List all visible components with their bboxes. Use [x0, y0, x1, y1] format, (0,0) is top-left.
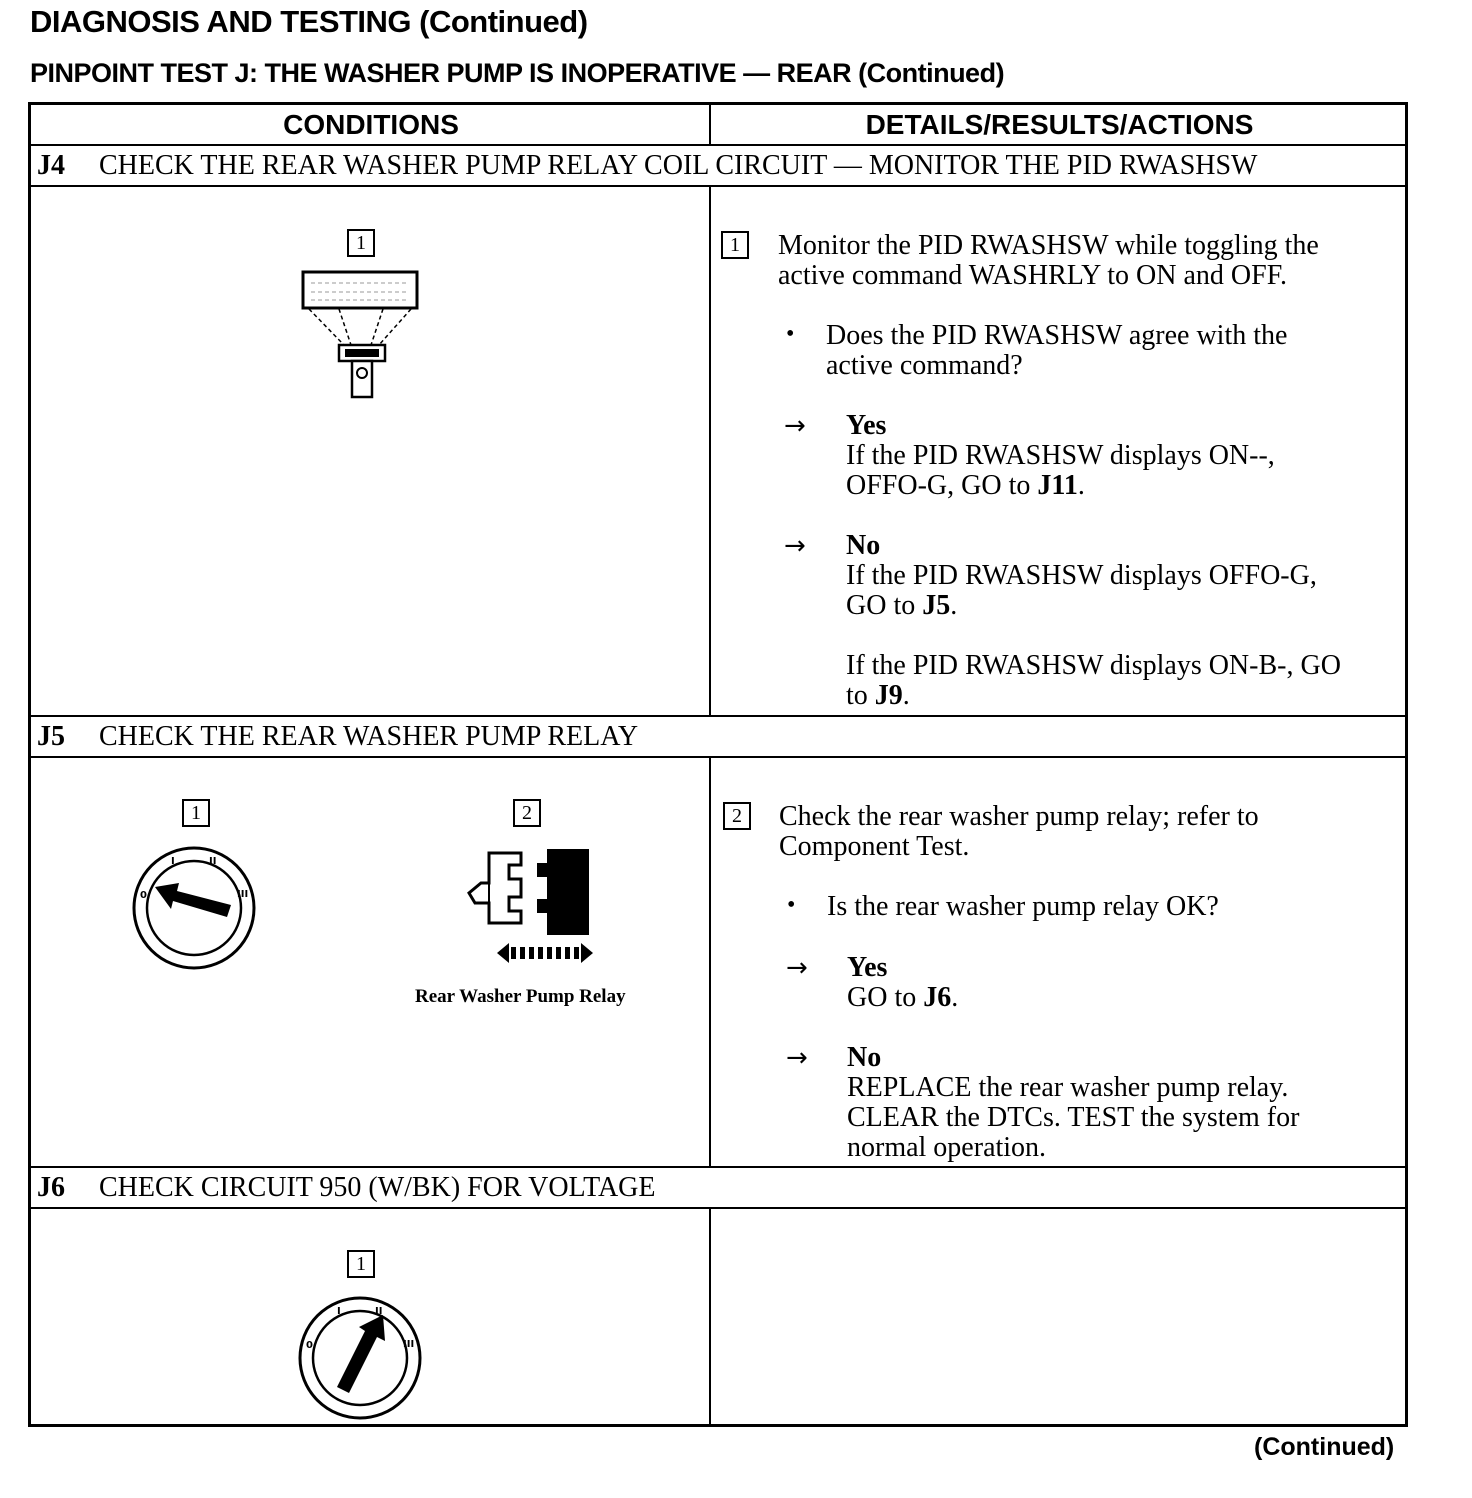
svg-text:I: I: [337, 1306, 341, 1317]
svg-text:II: II: [375, 1306, 383, 1317]
step-number: 2: [723, 802, 751, 830]
text-line: Does the PID RWASHSW agree with the: [826, 320, 1288, 351]
ignition-switch-off-icon: [131, 845, 257, 971]
column-divider: [709, 105, 711, 146]
text-line: OFFO-G, GO to: [846, 470, 1038, 501]
no-result: No If the PID RWASHSW displays OFFO-G, GO to J5. If the PID RWASHSW displays ON-B-, GO to J9.: [846, 530, 1341, 711]
step-header-j5: [37, 717, 638, 757]
svg-text:I: I: [171, 856, 175, 867]
ignition-switch-run-icon: [297, 1295, 423, 1421]
text-line: REPLACE the rear washer pump relay.: [847, 1072, 1289, 1103]
arrow-icon: →: [786, 953, 808, 983]
page-title: DIAGNOSIS AND TESTING (Continued): [30, 4, 588, 39]
column-divider: [709, 1207, 711, 1427]
text-line: If the PID RWASHSW displays OFFO-G,: [846, 560, 1317, 591]
arrow-icon: →: [784, 531, 806, 561]
text-line: Monitor the PID RWASHSW while toggling the: [778, 230, 1319, 261]
bullet: •: [787, 892, 796, 918]
text-line: GO to: [846, 590, 923, 621]
pinpoint-test-table: [28, 102, 1408, 1427]
text-line: active command WASHRLY to ON and OFF.: [778, 260, 1288, 291]
figure-label: 1: [347, 229, 375, 257]
yes-result: Yes If the PID RWASHSW displays ON--, OFFO-G, GO to J11.: [846, 410, 1275, 501]
step-title: CHECK CIRCUIT 950 (W/BK) FOR VOLTAGE: [99, 1172, 656, 1203]
text-line: If the PID RWASHSW displays ON--,: [846, 440, 1275, 471]
no-label: No: [846, 530, 881, 561]
column-header-conditions: CONDITIONS: [283, 109, 459, 140]
instruction-text: [778, 231, 1319, 291]
arrow-icon: →: [786, 1043, 808, 1073]
text-line: GO to: [847, 982, 924, 1013]
question-text: Is the rear washer pump relay OK?: [827, 891, 1219, 922]
column-header-details: DETAILS/RESULTS/ACTIONS: [865, 109, 1254, 140]
svg-text:0: 0: [306, 1340, 313, 1351]
arrow-icon: →: [784, 411, 806, 441]
step-id: J4: [37, 150, 65, 181]
goto-link[interactable]: J6: [923, 982, 952, 1013]
continued-label: (Continued): [1254, 1433, 1395, 1461]
figure-label: 1: [182, 799, 210, 827]
figure-label: 2: [513, 799, 541, 827]
step-title: CHECK THE REAR WASHER PUMP RELAY COIL CIRCUIT — MONITOR THE PID RWASHSW: [99, 150, 1258, 181]
step-number: 1: [721, 231, 749, 259]
column-divider: [709, 756, 711, 1168]
text-line: to: [846, 680, 875, 711]
no-result: [847, 1043, 1299, 1163]
step-header-j4: [37, 146, 1258, 186]
text-line: CLEAR the DTCs. TEST the system for: [847, 1102, 1300, 1133]
instruction-text: [779, 802, 1259, 862]
yes-label: Yes: [847, 952, 888, 983]
figure-label: 1: [347, 1250, 375, 1278]
yes-result: Yes GO to J6.: [847, 952, 959, 1013]
text-line: Component Test.: [779, 831, 970, 862]
svg-text:III: III: [403, 1339, 415, 1350]
bullet: •: [786, 321, 795, 347]
goto-link[interactable]: J5: [922, 590, 951, 621]
yes-label: Yes: [846, 410, 887, 441]
text-line: normal operation.: [847, 1132, 1047, 1163]
goto-link[interactable]: J11: [1037, 470, 1078, 501]
relay-icon: [461, 843, 596, 973]
goto-link[interactable]: J9: [874, 680, 903, 711]
step-id: J6: [37, 1172, 65, 1203]
step-id: J5: [37, 721, 65, 752]
relay-caption: Rear Washer Pump Relay: [415, 986, 626, 1007]
scan-tool-icon: [299, 265, 424, 400]
pinpoint-test-title: PINPOINT TEST J: THE WASHER PUMP IS INOPERATIVE — REAR (Continued): [30, 58, 1005, 88]
question-text: [826, 321, 1287, 381]
svg-text:III: III: [237, 889, 249, 900]
step-header-j6: [37, 1168, 656, 1208]
column-divider: [709, 185, 711, 717]
svg-text:0: 0: [140, 890, 147, 901]
text-line: Check the rear washer pump relay; refer to: [779, 801, 1259, 832]
no-label: No: [847, 1042, 882, 1073]
step-title: CHECK THE REAR WASHER PUMP RELAY: [99, 721, 639, 752]
text-line: If the PID RWASHSW displays ON-B-, GO: [846, 650, 1341, 681]
svg-text:II: II: [209, 856, 217, 867]
text-line: active command?: [826, 350, 1023, 381]
